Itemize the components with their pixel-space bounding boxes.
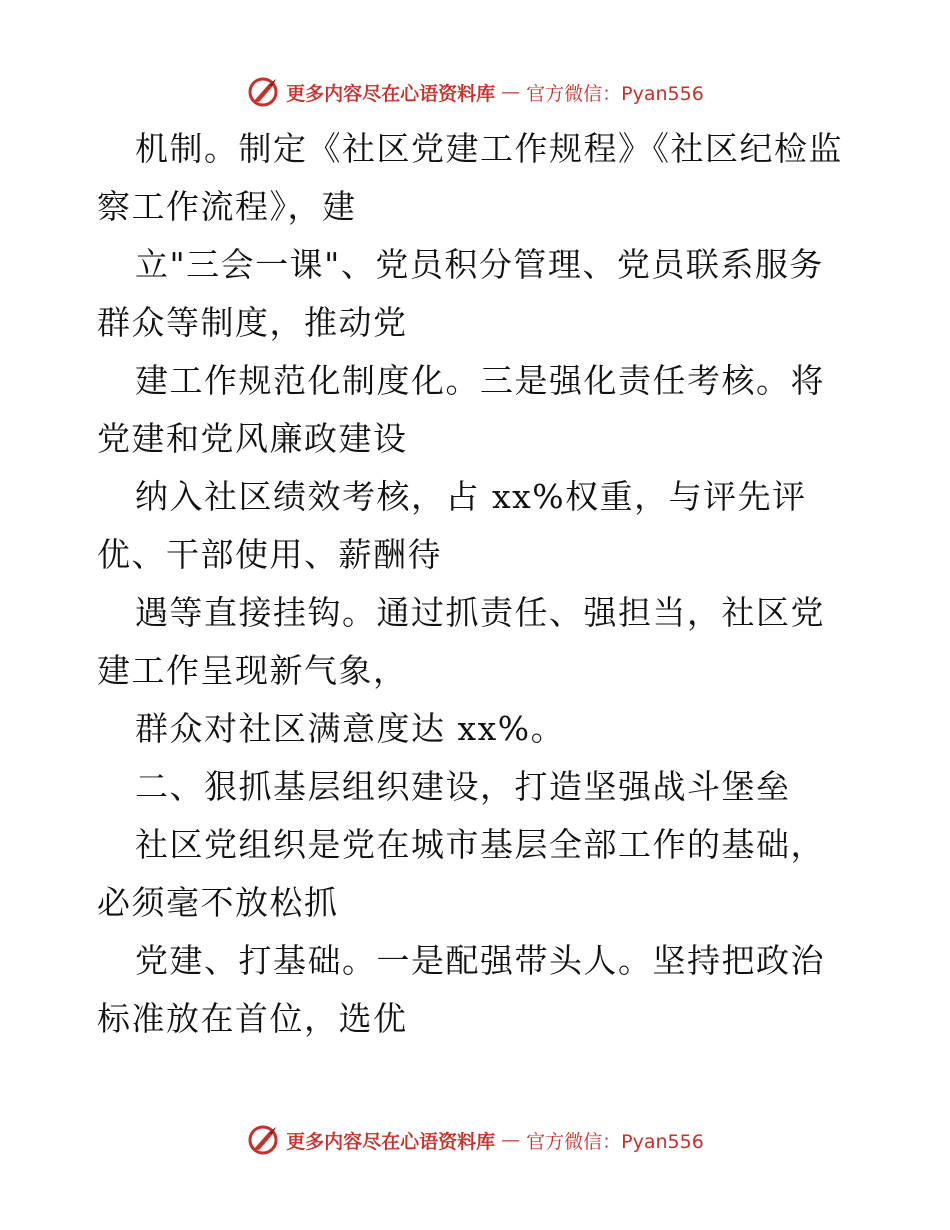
paragraph: 建工作规范化制度化。三是强化责任考核。将党建和党风廉政建设 [97,361,825,458]
paragraph: 遇等直接挂钩。通过抓责任、强担当，社区党建工作呈现新气象， [97,593,825,690]
watermark-dash: — [501,1129,521,1151]
watermark-brand: 更多内容尽在心语资料库 [286,1130,496,1153]
watermark-contact: 官方微信：Pyan556 [526,1130,704,1153]
section-heading: 二、狠抓基层组织建设，打造坚强战斗堡垒 [135,767,791,806]
paragraph: 社区党组织是党在城市基层全部工作的基础，必须毫不放松抓 [97,825,825,922]
paragraph: 党建、打基础。一是配强带头人。坚持把政治标准放在首位，选优 [97,941,825,1038]
document-body [97,120,857,1048]
watermark-brand: 更多内容尽在心语资料库 [286,82,496,105]
paragraph: 纳入社区绩效考核，占 xx%权重，与评先评优、干部使用、薪酬待 [97,477,807,574]
quill-logo-icon [246,1123,280,1157]
watermark-dash: — [501,81,521,103]
paragraph: 机制。制定《社区党建工作规程》《社区纪检监察工作流程》，建 [97,129,843,226]
header-watermark [0,72,950,112]
watermark-contact: 官方微信：Pyan556 [526,82,704,105]
paragraph: 群众对社区满意度达 xx%。 [135,709,566,748]
quill-logo-icon [246,75,280,109]
paragraph: 立"三会一课"、党员积分管理、党员联系服务群众等制度，推动党 [97,245,824,342]
footer-watermark [0,1120,950,1160]
